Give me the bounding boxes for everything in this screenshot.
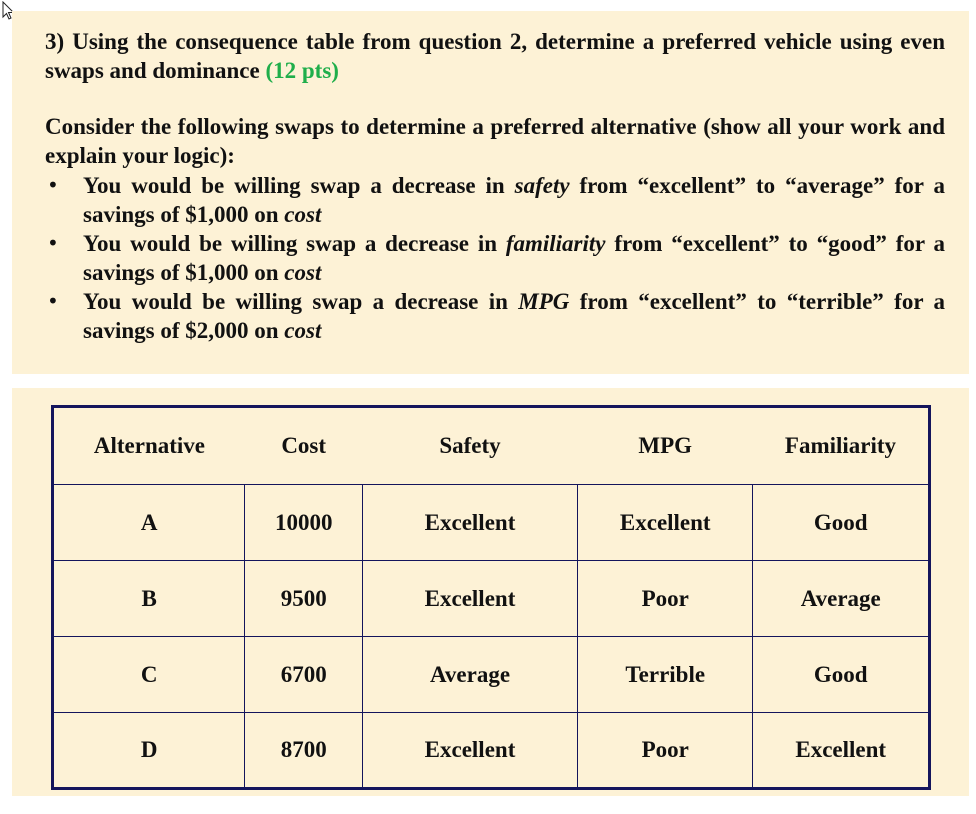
- table-cell: Terrible: [578, 637, 753, 713]
- consequence-table: [51, 405, 931, 790]
- table-cell: Good: [753, 637, 930, 713]
- swap-item: • You would be willing swap a decrease in MPG from “excellent” to “terrible” for a savings of $2,000 on cost: [47, 289, 945, 343]
- bullet-icon: •: [47, 231, 59, 255]
- header-cell: Safety: [362, 407, 577, 485]
- table-cell: 8700: [245, 713, 363, 789]
- bullet-icon: •: [47, 289, 59, 313]
- question-heading: [45, 27, 945, 85]
- table-cell: Good: [753, 485, 930, 561]
- table-cell: Excellent: [578, 485, 753, 561]
- swap-instructions: Consider the following swaps to determine a preferred alternative (show all your work and explain your logic):: [45, 114, 945, 168]
- swap-item: • You would be willing swap a decrease in safety from “excellent” to “average” for a savings of $1,000 on cost: [47, 173, 945, 227]
- header-cell: Alternative: [53, 407, 245, 485]
- table-cell: Excellent: [362, 485, 577, 561]
- table-cell: Average: [362, 637, 577, 713]
- table-panel: [12, 388, 969, 796]
- table-cell: 10000: [245, 485, 363, 561]
- table-row: [53, 485, 930, 561]
- table-row: [53, 637, 930, 713]
- table-cell: Excellent: [362, 561, 577, 637]
- table-cell: A: [53, 485, 245, 561]
- table-cell: Average: [753, 561, 930, 637]
- swap-item: • You would be willing swap a decrease in familiarity from “excellent” to “good” for a savings of $1,000 on cost: [47, 231, 945, 285]
- header-cell: MPG: [578, 407, 753, 485]
- table-cell: 9500: [245, 561, 363, 637]
- question-panel: [12, 11, 969, 374]
- header-cell: Cost: [245, 407, 363, 485]
- table-row: [53, 713, 930, 789]
- table-cell: Poor: [578, 561, 753, 637]
- table-cell: B: [53, 561, 245, 637]
- table-row: [53, 561, 930, 637]
- header-cell: Familiarity: [753, 407, 930, 485]
- table-cell: Poor: [578, 713, 753, 789]
- question-points: (12 pts): [265, 58, 339, 83]
- bullet-icon: •: [47, 173, 59, 197]
- table-cell: C: [53, 637, 245, 713]
- question-text: 3) Using the consequence table from question 2, determine a preferred vehicle using even swaps and dominance: [45, 29, 945, 83]
- table-cell: Excellent: [362, 713, 577, 789]
- table-header-row: [53, 407, 930, 485]
- table-cell: 6700: [245, 637, 363, 713]
- table-cell: D: [53, 713, 245, 789]
- table-cell: Excellent: [753, 713, 930, 789]
- swap-list: [45, 171, 945, 345]
